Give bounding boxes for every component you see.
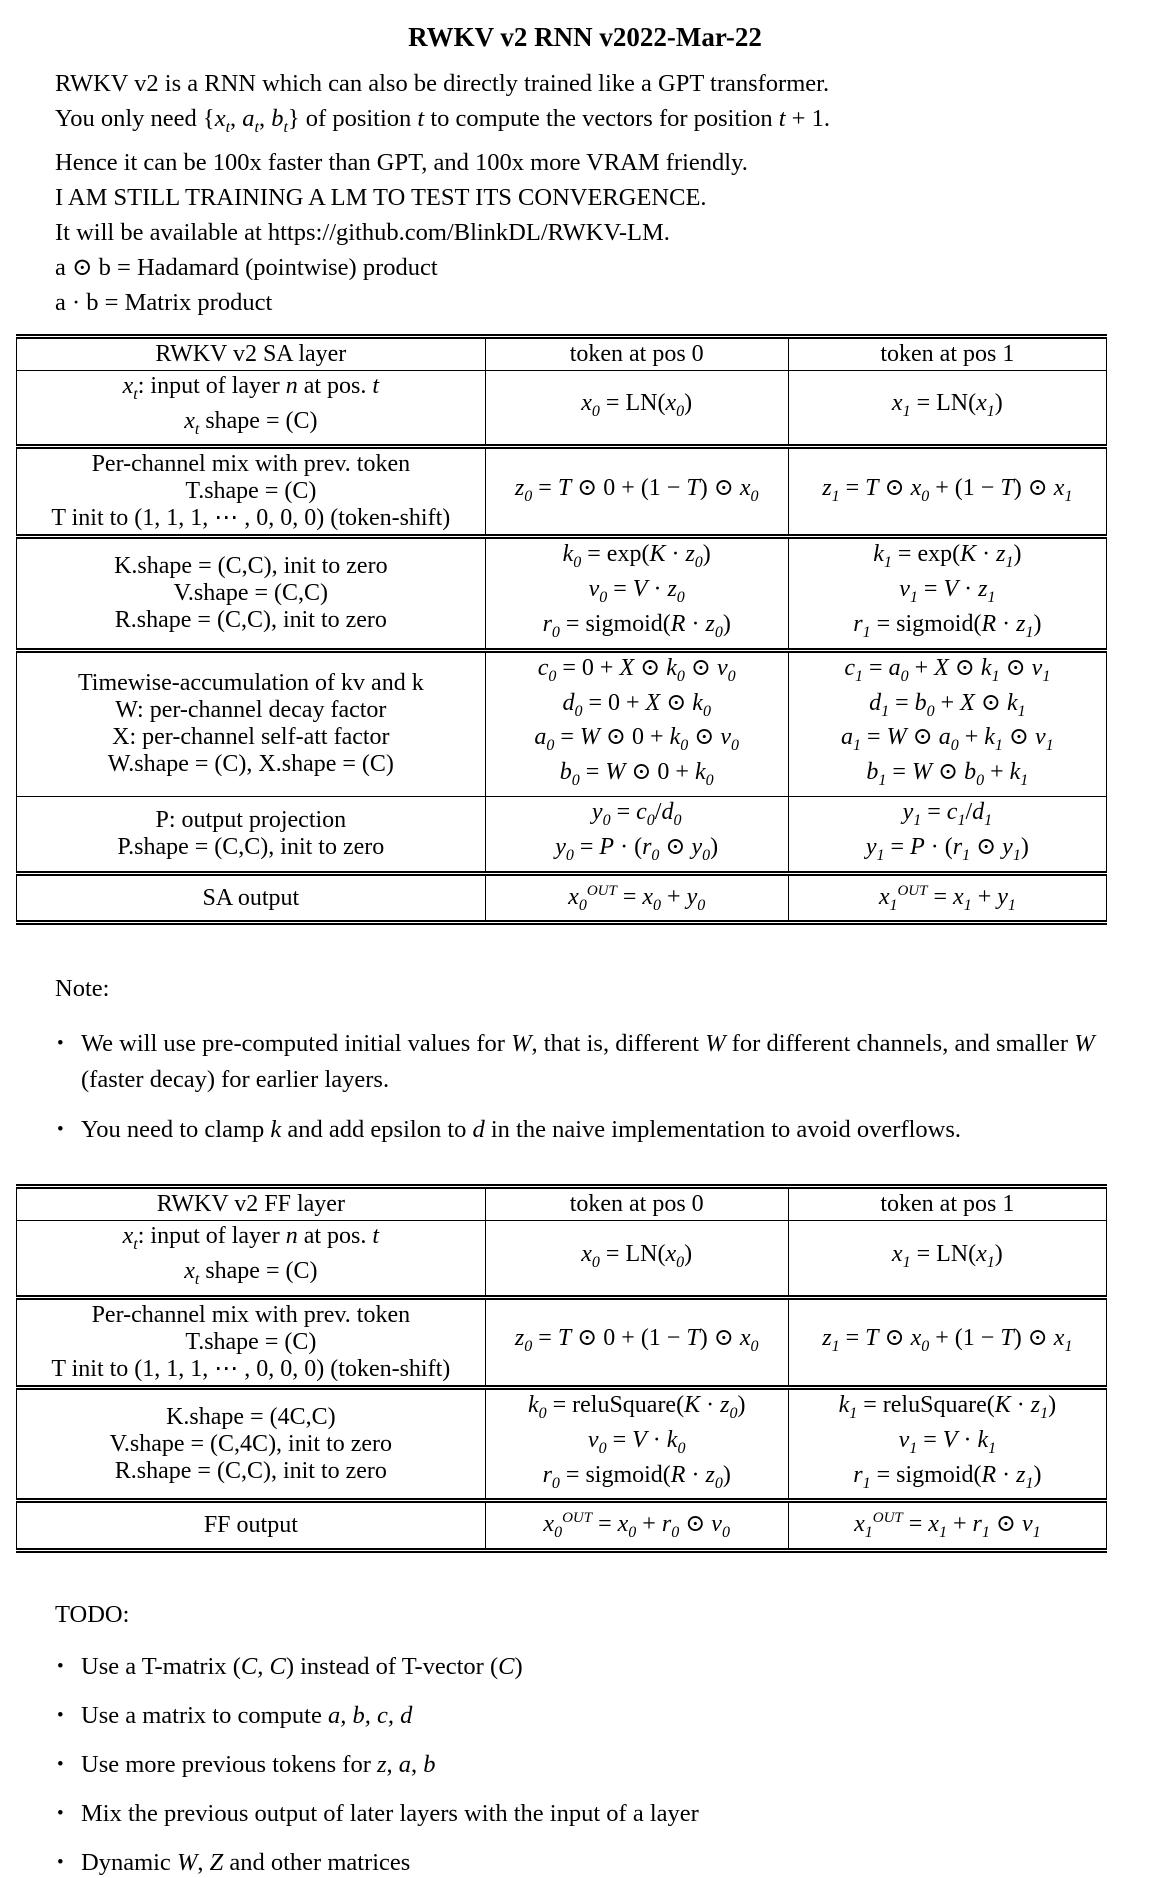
- pos0-formula-cell: [485, 1388, 788, 1501]
- formula-line: K.shape = (C,C), init to zero: [114, 553, 388, 580]
- formula-line: $x_t$: input of layer n at pos. t: [122, 1223, 380, 1254]
- formula-line: Per-channel mix with prev. token: [91, 1302, 411, 1329]
- bullet-icon: •: [57, 1803, 64, 1825]
- sa-row-input: [17, 370, 1107, 447]
- todo-bullet-text: Dynamic W, Z and other matrices: [81, 1849, 411, 1877]
- row-desc-cell: [17, 1388, 486, 1501]
- formula-line: P: output projection: [155, 806, 347, 833]
- intro-line: I AM STILL TRAINING A LM TO TEST ITS CONVERGENCE.: [55, 183, 707, 211]
- formula-line: T init to (1, 1, 1, ⋯ , 0, 0, 0) (token-shift): [51, 505, 451, 532]
- pos0-formula-cell: [485, 537, 788, 650]
- formula-line: $y_1 = c_1/d_1$: [902, 799, 993, 829]
- row-desc-cell: [17, 797, 486, 874]
- formula-line: K.shape = (4C,C): [166, 1403, 336, 1430]
- formula-line: Per-channel mix with prev. token: [91, 451, 411, 478]
- ff-table-title-cell: RWKV v2 FF layer: [17, 1187, 486, 1221]
- pos0-formula-cell: [485, 447, 788, 537]
- row-desc-cell: [17, 1221, 486, 1298]
- formula-line: $z_1 = T$ ⊙ $x_0 + (1 - T)$ ⊙ $x_1$: [822, 474, 1073, 505]
- sa-table-title-cell: RWKV v2 SA layer: [17, 336, 486, 370]
- intro-line: Hence it can be 100x faster than GPT, and 100x more VRAM friendly.: [55, 148, 748, 176]
- pos1-formula-cell: [788, 370, 1106, 447]
- note-bullet: [57, 1112, 1170, 1148]
- formula-line: $x_t$ shape = (C): [184, 407, 318, 438]
- pos0-formula-cell: [485, 370, 788, 447]
- formula-line: $v_0 = V \cdot k_0$: [587, 1426, 686, 1457]
- formula-line: $y_0 = c_0/d_0$: [591, 799, 682, 829]
- formula-line: $x_0 = LN(x_0)$: [581, 390, 693, 421]
- formula-line: T.shape = (C): [185, 1329, 317, 1356]
- todo-bullet: [57, 1750, 1170, 1780]
- formula-line: $y_0 = P \cdot (r_0$ ⊙ $y_0$): [555, 833, 719, 864]
- bullet-icon: •: [57, 1754, 64, 1776]
- formula-line: $x_0^{OUT} = x_0 + r_0$ ⊙ $v_0$: [543, 1510, 730, 1542]
- sa-row-token-mix: [17, 447, 1107, 537]
- ff-table-header-row: [17, 1187, 1107, 1221]
- formula-line: Timewise-accumulation of kv and k: [77, 670, 424, 697]
- formula-line: $x_0 = LN(x_0)$: [581, 1240, 693, 1271]
- formula-line: $x_0^{OUT} = x_0 + y_0$: [568, 882, 706, 914]
- formula-line: $r_0$ = sigmoid(R · $z_0$): [542, 611, 731, 641]
- pos1-formula-cell: [788, 650, 1106, 796]
- todo-bullet-list: [57, 1652, 1170, 1878]
- pos1-formula-cell: [788, 1388, 1106, 1501]
- sa-col-header-pos0: token at pos 0: [485, 336, 788, 370]
- intro-line-matrix-definition: a · b = Matrix product: [55, 288, 273, 316]
- formula-line: $r_0$ = sigmoid(R · $z_0$): [542, 1461, 731, 1492]
- formula-line: $v_0 = V \cdot z_0$: [588, 576, 685, 607]
- pos1-formula-cell: [788, 1298, 1106, 1388]
- sa-col-header-pos1: token at pos 1: [788, 336, 1106, 370]
- pos1-formula-cell: [788, 797, 1106, 874]
- bullet-icon: •: [57, 1705, 64, 1727]
- formula-line: $a_1 = W$ ⊙ $a_0 + k_1$ ⊙ $v_1$: [841, 724, 1054, 755]
- ff-row-token-mix: [17, 1298, 1107, 1388]
- row-desc-cell: [17, 537, 486, 650]
- formula-line: $x_t$: input of layer n at pos. t: [122, 372, 380, 403]
- formula-line: P.shape = (C,C), init to zero: [117, 833, 385, 860]
- formula-line: T init to (1, 1, 1, ⋯ , 0, 0, 0) (token-shift): [51, 1356, 451, 1383]
- sa-layer-table: [16, 334, 1107, 926]
- page-title: RWKV v2 RNN v2022-Mar-22: [408, 22, 762, 52]
- todo-bullet: [57, 1701, 1170, 1731]
- formula-line: $b_0 = W$ ⊙ $0 + k_0$: [559, 759, 714, 790]
- intro-line: You only need {$x_t$, $a_t$, $b_t$} of position t to compute the vectors for position t + 1.: [55, 105, 830, 136]
- intro-line-hadamard-definition: a ⊙ b = Hadamard (pointwise) product: [55, 253, 438, 281]
- formula-line: V.shape = (C,4C), init to zero: [109, 1430, 393, 1457]
- row-desc-cell: [17, 1501, 486, 1551]
- formula-line: $d_0 = 0 + X$ ⊙ $k_0$: [562, 689, 711, 720]
- formula-line: $b_1 = W$ ⊙ $b_0 + k_1$: [866, 759, 1029, 790]
- note-bullet-list: [57, 1026, 1170, 1148]
- formula-line: X: per-channel self-att factor: [112, 724, 390, 751]
- row-desc-cell: [17, 873, 486, 923]
- todo-bullet-text: Mix the previous output of later layers with the input of a layer: [81, 1800, 699, 1828]
- todo-bullet: [57, 1799, 1170, 1829]
- formula-line: $k_0$ = reluSquare(K · $z_0$): [527, 1392, 746, 1422]
- bullet-icon: •: [57, 1852, 64, 1874]
- ff-row-kvr: [17, 1388, 1107, 1501]
- formula-line: $d_1 = b_0 + X$ ⊙ $k_1$: [869, 689, 1026, 720]
- formula-line: $r_1$ = sigmoid(R · $z_1$): [853, 611, 1042, 641]
- formula-line: $v_1 = V \cdot z_1$: [899, 576, 996, 607]
- formula-line: $z_0 = T$ ⊙ 0 + (1 − T) ⊙ $x_0$: [514, 1325, 759, 1355]
- row-desc-cell: [17, 650, 486, 796]
- sa-row-output: [17, 873, 1107, 923]
- formula-line: $v_1 = V \cdot k_1$: [898, 1426, 997, 1457]
- note-bullet: [57, 1026, 1170, 1098]
- todo-bullet: [57, 1848, 1170, 1878]
- sa-row-kvr: [17, 537, 1107, 650]
- formula-line: $a_0 = W$ ⊙ $0 + k_0$ ⊙ $v_0$: [534, 724, 739, 755]
- sa-row-accumulation: [17, 650, 1107, 796]
- formula-line: W: per-channel decay factor: [115, 697, 387, 724]
- formula-line: $k_1 = \exp(K \cdot z_1)$: [873, 541, 1022, 572]
- todo-bullet-text: Use a T-matrix (C, C) instead of T-vector (C): [81, 1653, 523, 1681]
- pos0-formula-cell: [485, 1298, 788, 1388]
- note-heading: Note:: [55, 975, 110, 1003]
- formula-line: $z_1 = T$ ⊙ $x_0 + (1 - T)$ ⊙ $x_1$: [822, 1325, 1073, 1355]
- bullet-icon: •: [57, 1119, 64, 1141]
- document-page: [0, 20, 1170, 1878]
- pos0-formula-cell: [485, 797, 788, 874]
- formula-line: W.shape = (C), X.shape = (C): [107, 751, 394, 778]
- formula-line: $x_1^{OUT} = x_1 + y_1$: [878, 882, 1016, 914]
- todo-bullet-text: Use a matrix to compute a, b, c, d: [81, 1702, 413, 1730]
- sa-table-header-row: [17, 336, 1107, 370]
- bullet-icon: •: [57, 1656, 64, 1678]
- pos1-formula-cell: [788, 537, 1106, 650]
- ff-row-input: [17, 1221, 1107, 1298]
- formula-line: $k_1$ = reluSquare(K · $z_1$): [838, 1392, 1057, 1422]
- formula-line: $x_t$ shape = (C): [184, 1258, 318, 1289]
- row-desc-cell: [17, 1298, 486, 1388]
- todo-bullet-text: Use more previous tokens for z, a, b: [81, 1751, 436, 1779]
- row-desc-cell: [17, 447, 486, 537]
- formula-line: V.shape = (C,C): [173, 580, 329, 607]
- formula-line: $k_0 = \exp(K \cdot z_0)$: [562, 541, 711, 572]
- formula-line: R.shape = (C,C), init to zero: [114, 1457, 387, 1484]
- pos1-formula-cell: [788, 873, 1106, 923]
- ff-layer-table: [16, 1184, 1107, 1553]
- todo-bullet: [57, 1652, 1170, 1682]
- pos0-formula-cell: [485, 650, 788, 796]
- formula-line: $r_1$ = sigmoid(R · $z_1$): [853, 1461, 1042, 1492]
- pos0-formula-cell: [485, 873, 788, 923]
- intro-paragraph: [55, 66, 1170, 320]
- todo-heading: TODO:: [55, 1601, 130, 1629]
- pos0-formula-cell: [485, 1501, 788, 1551]
- formula-line: $z_0 = T$ ⊙ 0 + (1 − T) ⊙ $x_0$: [514, 474, 759, 505]
- sa-row-projection: [17, 797, 1107, 874]
- row-desc-cell: [17, 370, 486, 447]
- pos1-formula-cell: [788, 1221, 1106, 1298]
- pos0-formula-cell: [485, 1221, 788, 1298]
- intro-line-repo-url: It will be available at https://github.com/BlinkDL/RWKV-LM.: [55, 218, 670, 246]
- formula-line: SA output: [202, 884, 300, 911]
- pos1-formula-cell: [788, 1501, 1106, 1551]
- ff-col-header-pos0: token at pos 0: [485, 1187, 788, 1221]
- bullet-icon: •: [57, 1033, 64, 1055]
- formula-line: $c_1 = a_0 + X$ ⊙ $k_1$ ⊙ $v_1$: [844, 654, 1051, 685]
- note-bullet-text: You need to clamp k and add epsilon to d in the naive implementation to avoid overflows.: [81, 1116, 962, 1144]
- formula-line: $y_1 = P \cdot (r_1$ ⊙ $y_1$): [865, 833, 1029, 864]
- formula-line: $x_1^{OUT} = x_1 + r_1$ ⊙ $v_1$: [854, 1510, 1041, 1542]
- ff-row-output: [17, 1501, 1107, 1551]
- pos1-formula-cell: [788, 447, 1106, 537]
- formula-line: $x_1 = LN(x_1)$: [891, 1240, 1003, 1271]
- formula-line: $c_0 = 0 + X$ ⊙ $k_0$ ⊙ $v_0$: [537, 654, 736, 685]
- intro-line: RWKV v2 is a RNN which can also be directly trained like a GPT transformer.: [55, 70, 830, 97]
- formula-line: $x_1 = LN(x_1)$: [891, 390, 1003, 421]
- ff-col-header-pos1: token at pos 1: [788, 1187, 1106, 1221]
- formula-line: T.shape = (C): [185, 478, 317, 505]
- formula-line: FF output: [203, 1512, 298, 1539]
- formula-line: R.shape = (C,C), init to zero: [114, 607, 387, 634]
- note-bullet-text: We will use pre-computed initial values for W, that is, different W for different channels, and smaller W (faster decay) for earlier layers.: [81, 1030, 1095, 1094]
